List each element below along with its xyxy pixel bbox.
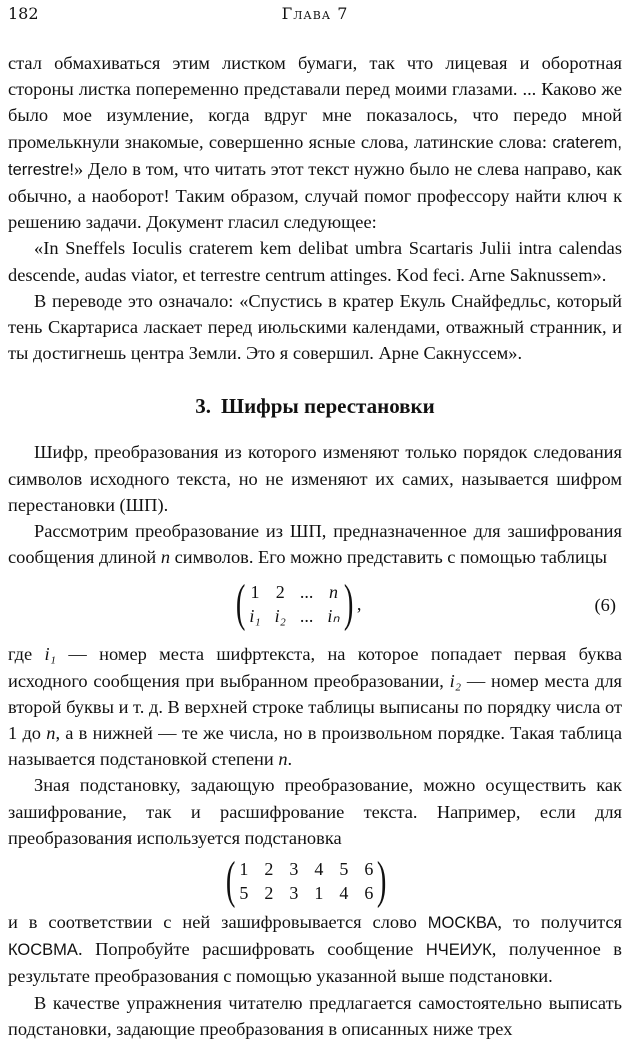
word-message: НЧЕИУК bbox=[425, 941, 492, 960]
text-run: стал обмахиваться этим листком бумаги, так что лицевая и оборотная стороны листка попеременно представали перед моими глазами. ... Каково же было мое изумление, когда вдруг мне показалось, что передо мной промелькнули знакомые, совершенно ясные слова, латинские слова: bbox=[8, 53, 622, 152]
paragraph-consider bbox=[8, 518, 622, 570]
matrix-cell: i₁ bbox=[249, 606, 261, 627]
matrix-cell: 6 bbox=[364, 859, 374, 880]
left-paren: ( bbox=[235, 575, 246, 633]
equation-substitution bbox=[8, 851, 622, 910]
matrix-cell: 5 bbox=[239, 883, 249, 904]
text-run: . bbox=[287, 749, 293, 770]
equation-6 bbox=[8, 574, 622, 638]
page-body bbox=[8, 50, 622, 1042]
math-var-i1: i₁ bbox=[44, 644, 57, 665]
math-var-n: n bbox=[46, 723, 56, 744]
text-run: , полученное в результате преобразования с помощью указанной выше подстановки. bbox=[8, 939, 622, 987]
permutation-table-example bbox=[222, 851, 391, 911]
book-page bbox=[8, 0, 623, 1039]
matrix-cell: 3 bbox=[289, 883, 299, 904]
section-heading bbox=[8, 393, 622, 419]
paragraph-exercise: В качестве упражнения читателю предлагается самостоятельно выписать подстановки, задающие преобразования в описанных ниже трех bbox=[8, 992, 622, 1039]
matrix-cell: iₙ bbox=[327, 606, 340, 627]
word-ciphertext: КОСВМА bbox=[8, 941, 78, 960]
section-title: Шифры перестановки bbox=[221, 394, 435, 419]
matrix-cell: 5 bbox=[339, 859, 349, 880]
latin-quote: «In Sneffels Ioculis craterem kem delibat umbra Scartaris Julii intra calendas descende, audas viator, et terrestre centrum attinges. Kod feci. Arne Saknussem». bbox=[8, 238, 622, 285]
matrix-cell: 3 bbox=[289, 859, 299, 880]
paragraph-encrypt bbox=[8, 909, 622, 990]
math-var-n: n bbox=[278, 749, 288, 770]
left-paren: ( bbox=[225, 852, 236, 910]
text-run: , а в нижней — те же числа, но в произвольном порядке. Такая таблица называется подстановкой степени bbox=[8, 723, 622, 770]
equation-trail: , bbox=[356, 594, 362, 615]
text-run: — номер места шифртекста, на которое попадает первая буква исходного сообщения при выбранном преобразовании, bbox=[8, 644, 623, 691]
matrix-cell: 2 bbox=[275, 582, 285, 603]
text-run: Рассмотрим преобразование из ШП, предназначенное для зашифрования сообщения длиной bbox=[8, 521, 622, 568]
matrix-cell: 2 bbox=[264, 859, 274, 880]
math-var-n: n bbox=[160, 547, 171, 568]
permutation-table-general bbox=[232, 574, 361, 634]
paragraph-story bbox=[8, 50, 622, 235]
matrix-cell: 2 bbox=[264, 883, 274, 904]
word-plaintext: МОСКВА bbox=[427, 914, 498, 933]
chapter-title: Глава 7 bbox=[281, 4, 349, 23]
matrix-cell: 1 bbox=[314, 883, 324, 904]
matrix-cell: n bbox=[328, 582, 338, 603]
matrix-cells bbox=[249, 580, 339, 628]
text-run: символов. Его можно представить с помощью таблицы bbox=[170, 547, 608, 568]
latin-words: craterem, terrestre! bbox=[8, 133, 622, 179]
matrix-cell: i₂ bbox=[274, 606, 286, 627]
matrix-cell: 1 bbox=[239, 859, 249, 880]
right-paren: ) bbox=[377, 852, 387, 910]
text-run: и в соответствии с ней зашифровывается слово bbox=[8, 912, 428, 933]
text-run: — номер места для второй буквы и т. д. В верхней строке таблицы выписаны по порядку числа от 1 до bbox=[8, 670, 623, 744]
matrix-cell: 4 bbox=[314, 859, 324, 880]
text-run: » Дело в том, что читать этот текст нужно было не слева направо, как обычно, а наоборот! Таким образом, случай помог профессору найти ключ к решению задачи. Документ гласил следующее: bbox=[8, 158, 622, 233]
right-paren: ) bbox=[343, 575, 353, 633]
equation-label: (6) bbox=[594, 595, 616, 616]
paragraph-definition: Шифр, преобразования из которого изменяют только порядок следования символов исходного текста, но не изменяют их самих, называется шифром перестановки (ШП). bbox=[8, 442, 622, 515]
paragraph-where bbox=[8, 641, 622, 772]
math-var-i2: i₂ bbox=[449, 670, 462, 691]
matrix-cell: ... bbox=[299, 606, 314, 627]
matrix-cell: 6 bbox=[364, 883, 374, 904]
matrix-cell: 4 bbox=[339, 883, 349, 904]
paragraph-know: Зная подстановку, задающую преобразование, можно осуществить как зашифрование, так и расшифрование текста. Например, если для преобразования используется подстановка bbox=[8, 775, 622, 848]
text-run: . Попробуйте расшифровать сообщение bbox=[77, 939, 426, 960]
matrix-cell: 1 bbox=[250, 582, 260, 603]
running-header bbox=[8, 4, 622, 28]
text-run: , то получится bbox=[497, 912, 622, 933]
page-number: 182 bbox=[8, 4, 39, 23]
text-run: где bbox=[8, 644, 45, 665]
paragraph-translation: В переводе это означало: «Спустись в кратер Екуль Снайфедльс, который тень Скартариса ласкает перед июльскими календами, отважный странник, и ты достигнешь центра Земли. Это я совершил. Арне Сакнуссем». bbox=[8, 290, 622, 364]
matrix-cells bbox=[239, 857, 373, 905]
matrix-cell: ... bbox=[299, 582, 314, 603]
section-number: 3. bbox=[195, 394, 212, 419]
